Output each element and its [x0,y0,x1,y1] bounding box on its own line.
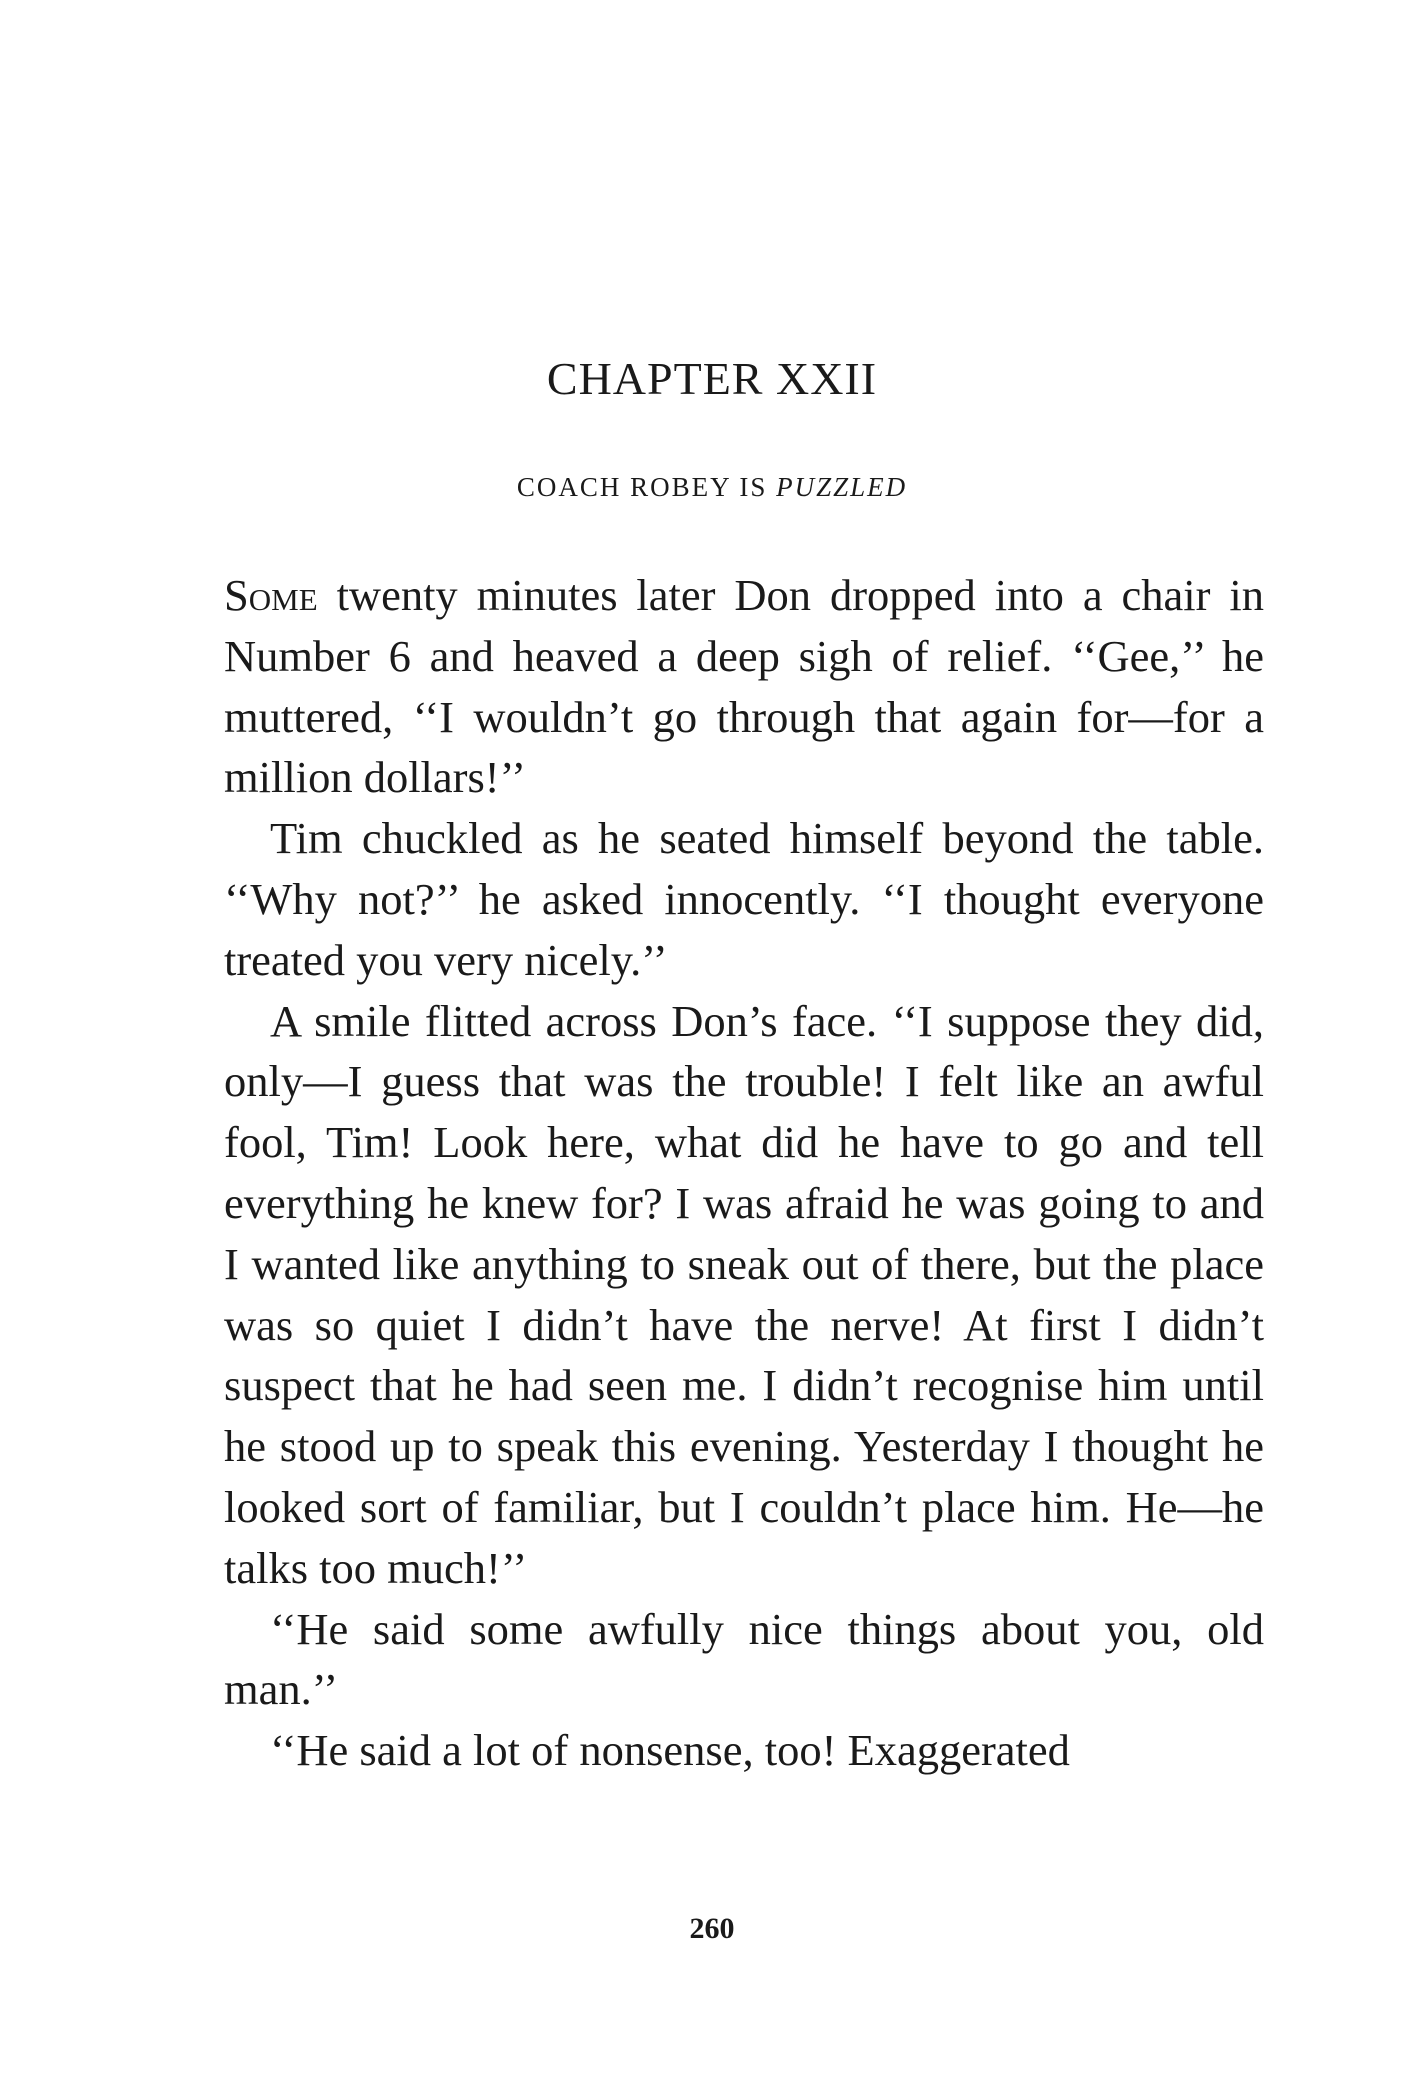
body-text [224,565,1264,1781]
paragraph-2: Tim chuckled as he seated himself beyond the table. ‘‘Why not?’’ he asked innocently. ‘‘I thought everyone treated you very nicely.’’ [224,813,1264,985]
chapter-number: CHAPTER XXII [546,353,878,404]
paragraph-1 [224,565,1264,808]
paragraph-4: ‘‘He said some awfully nice things about you, old man.’’ [224,1603,1264,1715]
paragraph-3: A smile flitted across Don’s face. ‘‘I suppose they did, only—I guess that was the trouble! I felt like an awful fool, Tim! Look here, what did he have to go and tell everything he knew for? I was afraid he was going to and I wanted like anything to sneak out of there, but the place was so quiet I didn’t have the nerve! At first I didn’t suspect that he had seen me. I didn’t recognise him until he stood up to speak this evening. Yesterday I thought he looked sort of familiar, but I couldn’t place him. He—he talks too much!’’ [224,995,1264,1593]
paragraph-1-text: twenty minutes later Don dropped into a chair in Number 6 and heaved a deep sigh of relief. ‘‘Gee,’’ he muttered, ‘‘I wouldn’t go through that again for—for a million dollars!’’ [224,570,1264,803]
opening-word: Some [224,570,318,620]
paragraph-5: ‘‘He said a lot of nonsense, too! Exaggerated [270,1725,1070,1776]
chapter-title [0,472,1424,503]
chapter-title-part1: COACH ROBEY IS [516,472,777,502]
chapter-title-part2: PUZZLED [776,472,908,502]
page-number: 260 [689,1912,735,1945]
